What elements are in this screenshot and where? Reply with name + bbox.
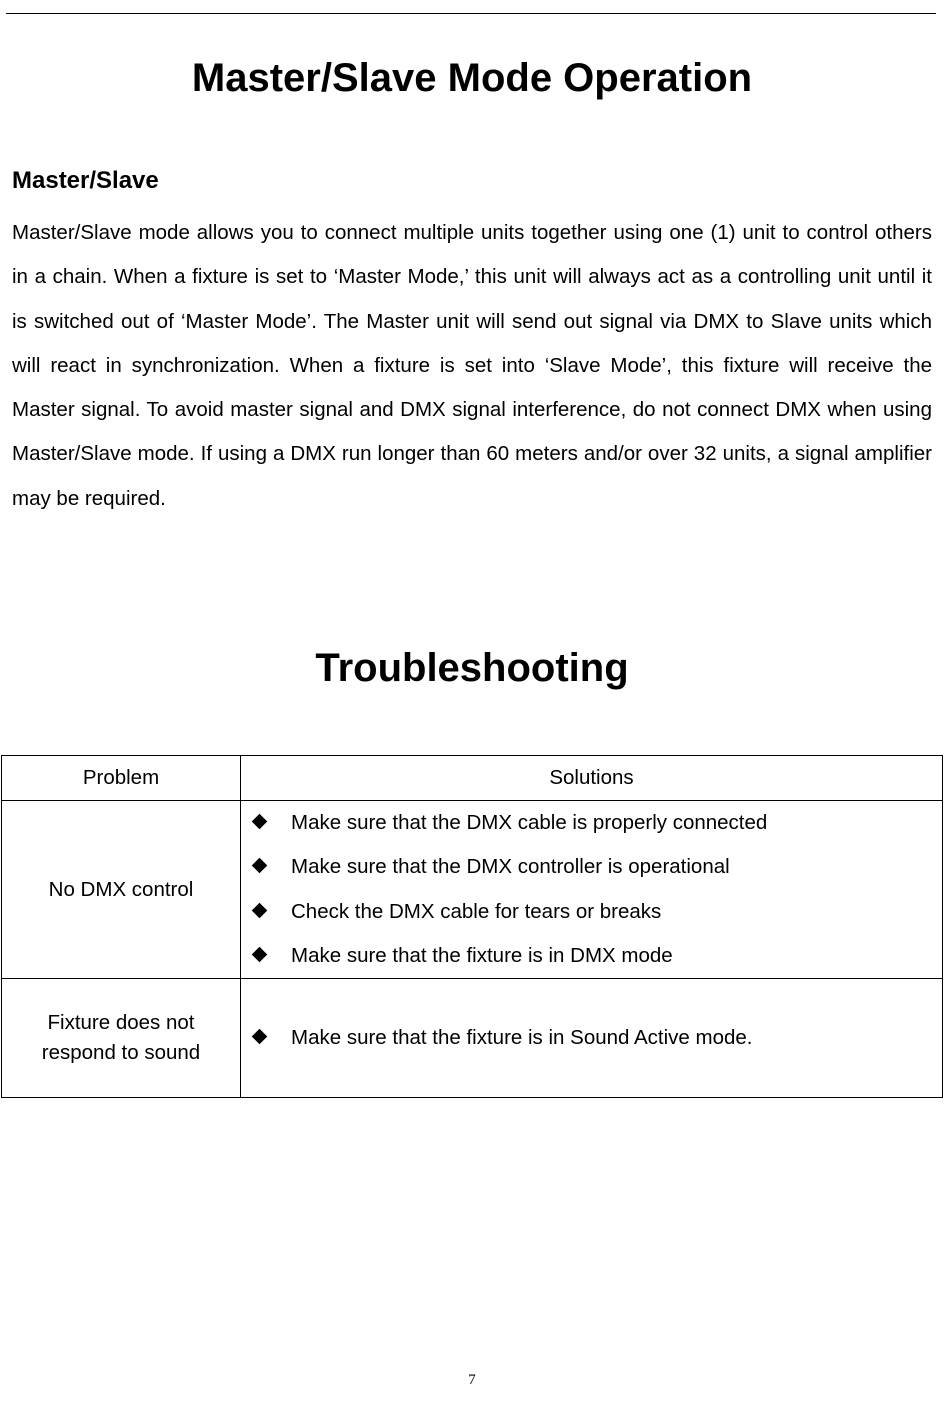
problem-cell <box>2 979 241 1098</box>
problem-text-line: Fixture does not <box>47 1011 195 1035</box>
diamond-bullet-icon <box>252 1029 268 1045</box>
diamond-bullet-icon <box>252 902 268 918</box>
solution-text: Make sure that the DMX controller is operational <box>291 855 730 879</box>
list-item <box>241 845 942 889</box>
troubleshooting-title: Troubleshooting <box>315 646 629 690</box>
problem-text-line: respond to sound <box>41 1041 201 1065</box>
table-header-row <box>2 756 943 801</box>
header-problem: Problem <box>2 756 241 801</box>
solutions-cell <box>241 979 943 1098</box>
header-solutions: Solutions <box>241 756 943 801</box>
solution-text: Make sure that the fixture is in Sound Active mode. <box>291 1026 753 1050</box>
master-slave-paragraph: Master/Slave mode allows you to connect multiple units together using one (1) unit to control others in a chain. When a fixture is set to ‘Master Mode,’ this unit will always act as a controlling unit until it is switched out of ‘Master Mode’. The Master unit will send out signal via DMX to Slave units which will react in synchronization. When a fixture is set into ‘Slave Mode’, this fixture will receive the Master signal. To avoid master signal and DMX signal interference, do not connect DMX when using Master/Slave mode. If using a DMX run longer than 60 meters and/or over 32 units, a signal amplifier may be required. <box>12 221 932 510</box>
diamond-bullet-icon <box>252 858 268 874</box>
diamond-bullet-icon <box>252 814 268 830</box>
table-row <box>2 979 943 1098</box>
problem-cell: No DMX control <box>2 801 241 979</box>
page-title: Master/Slave Mode Operation <box>191 56 753 100</box>
troubleshooting-table <box>1 755 943 1098</box>
top-rule <box>6 13 936 14</box>
solutions-cell <box>241 801 943 979</box>
solutions-list <box>241 801 942 978</box>
solutions-list <box>241 1016 942 1060</box>
diamond-bullet-icon <box>252 947 268 963</box>
list-item <box>241 1016 942 1060</box>
list-item <box>241 801 942 845</box>
page-number: 7 <box>468 1372 476 1388</box>
solution-text: Make sure that the fixture is in DMX mode <box>291 943 673 967</box>
solution-text: Make sure that the DMX cable is properly connected <box>291 811 768 834</box>
list-item <box>241 934 942 978</box>
solution-text: Check the DMX cable for tears or breaks <box>291 899 662 923</box>
section-heading-master-slave: Master/Slave <box>12 167 159 194</box>
list-item <box>241 890 942 934</box>
table-row <box>2 801 943 979</box>
